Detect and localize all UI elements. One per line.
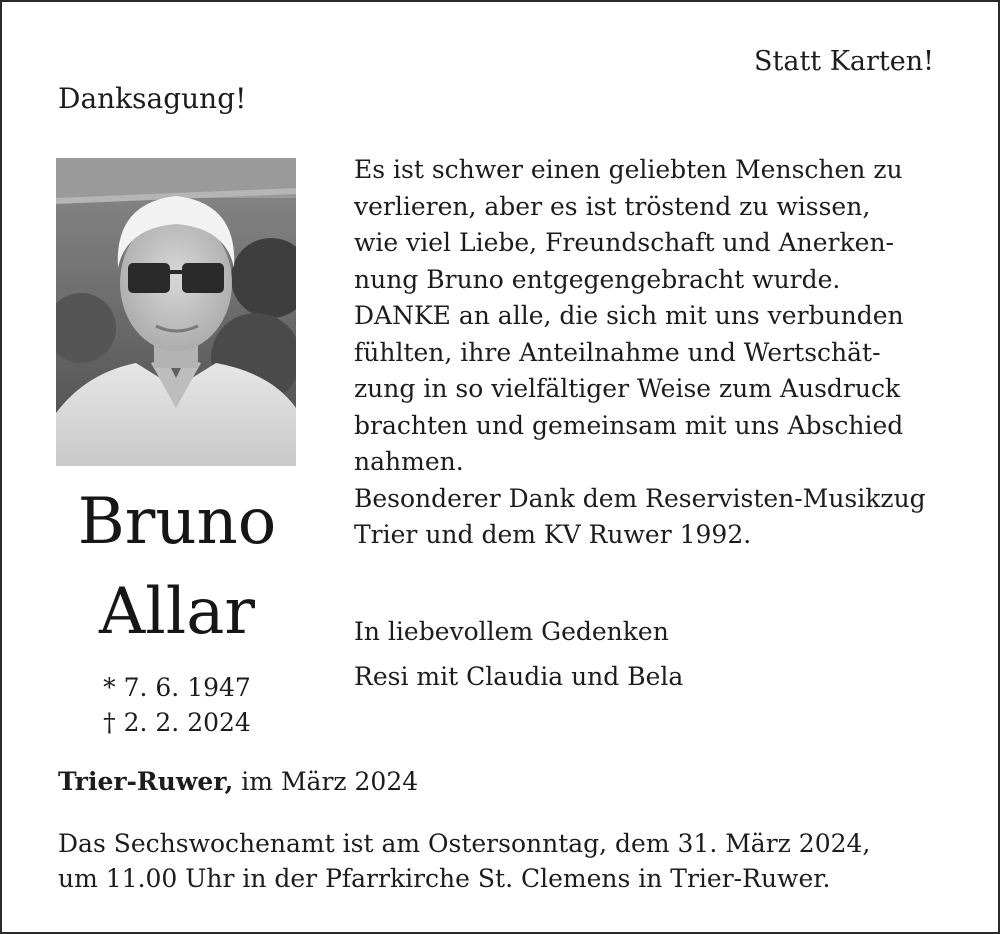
death-date: † 2. 2. 2024: [103, 708, 251, 737]
text-line: nung Bruno entgegengebracht wurde.: [354, 264, 841, 294]
place: Trier-Ruwer,: [58, 767, 234, 796]
service-info-line: Das Sechswochenamt ist am Ostersonntag, dem 31. März 2024,: [58, 829, 871, 858]
text-line: Trier und dem KV Ruwer 1992.: [354, 520, 752, 549]
signatories: Resi mit Claudia und Bela: [354, 662, 684, 691]
text-line: Besonderer Dank dem Reservisten-Musikzug: [354, 483, 926, 513]
portrait-photo: [56, 158, 296, 466]
text-line: brachten und gemeinsam mit uns Abschied: [354, 410, 904, 440]
notice-heading: Danksagung!: [58, 82, 247, 115]
text-line: DANKE an alle, die sich mit uns verbunden: [354, 301, 904, 330]
service-info-line: um 11.00 Uhr in der Pfarrkirche St. Clemens in Trier-Ruwer.: [58, 864, 831, 893]
date: im März 2024: [233, 767, 419, 796]
text-line: fühlten, ihre Anteilnahme und Wertschät-: [354, 337, 881, 367]
last-name: Allar: [99, 575, 255, 649]
place-date-line: [58, 767, 418, 796]
thank-you-text: [354, 152, 954, 554]
statt-karten-note: Statt Karten!: [754, 46, 934, 77]
text-line: nahmen.: [354, 447, 464, 476]
birth-date: * 7. 6. 1947: [103, 673, 251, 702]
text-line: verlieren, aber es ist tröstend zu wissen,: [354, 191, 871, 221]
regards-line: In liebevollem Gedenken: [354, 617, 669, 646]
text-line: Es ist schwer einen geliebten Menschen zu: [354, 155, 903, 184]
first-name: Bruno: [77, 485, 277, 559]
text-line: wie viel Liebe, Freundschaft und Anerken-: [354, 228, 895, 257]
text-line: zung in so vielfältiger Weise zum Ausdruck: [354, 374, 901, 403]
